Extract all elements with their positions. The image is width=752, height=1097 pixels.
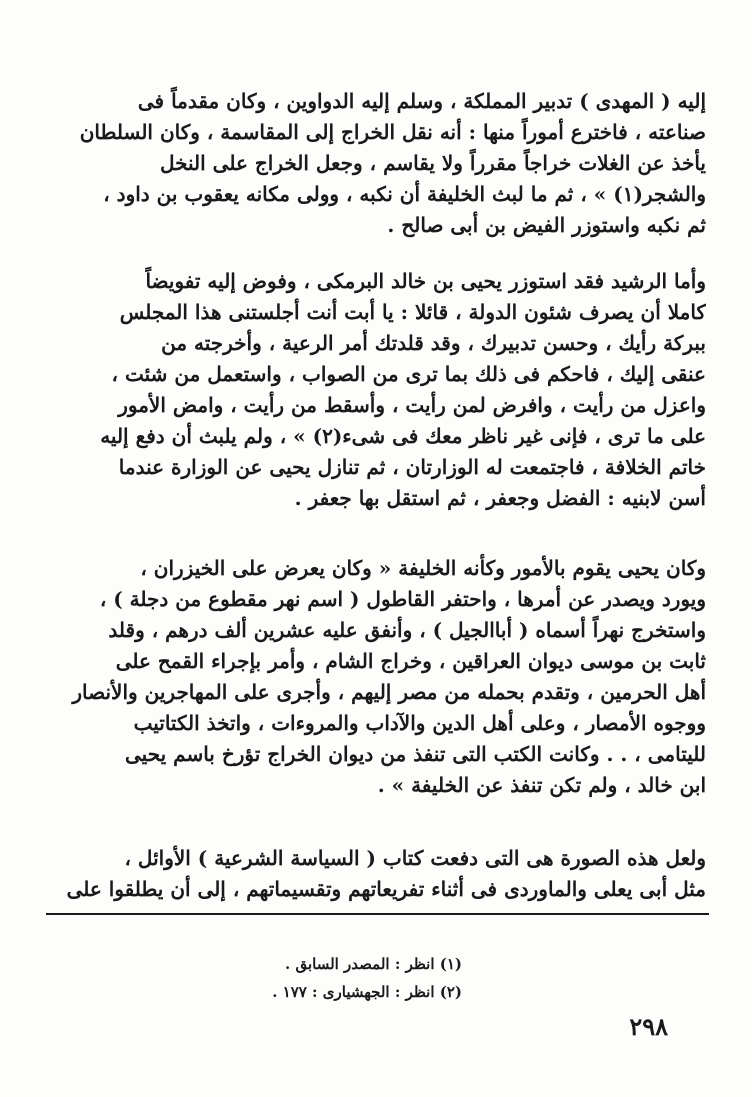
text-line: صناعته ، فاخترع أموراً منها : أنه نقل الخراج إلى المقاسمة ، وكان السلطان [79, 120, 706, 144]
text-line: أهل الحرمين ، وتقدم بحمله من مصر إليهم ، وأجرى على المهاجرين والأنصار [72, 680, 706, 704]
text-line: خاتم الخلافة ، فاجتمعت له الوزارتان ، ثم تنازل يحيى عن الوزارة عندما [118, 455, 706, 479]
footnote-1: (١) انظر : المصدر السابق . [285, 955, 462, 973]
paragraph-3 [52, 553, 706, 801]
paragraph-2 [52, 266, 706, 514]
text-line: ببركة رأيك ، وحسن تدبيرك ، وقد قلدتك أمر الرعية ، وأخرجته من [161, 331, 706, 355]
text-line: مثل أبى يعلى والماوردى فى أثناء تفريعاتهم وتقسيماتهم ، إلى أن يطلقوا على [66, 877, 706, 901]
text-line: ووجوه الأمصار ، وعلى أهل الدين والآداب والمروءات ، واتخذ الكتاتيب [133, 711, 706, 735]
page-number: ٢٩٨ [629, 1012, 668, 1041]
text-line: ولعل هذه الصورة هى التى دفعت كتاب ( السياسة الشرعية ) الأوائل ، [124, 846, 706, 870]
text-line: واستخرج نهراً أسماه ( أباالجيل ) ، وأنفق عليه عشرين ألف درهم ، وقلد [108, 618, 706, 642]
text-line: والشجر(١) » ، ثم ما لبث الخليفة أن نكبه ، وولى مكانه يعقوب بن داود ، [103, 182, 706, 206]
text-line: لليتامى ، . . وكانت الكتب التى تنفذ من ديوان الخراج تؤرخ باسم يحيى [124, 742, 706, 766]
text-line: عنقى إليك ، فاحكم فى ذلك بما ترى من الصواب ، واستعمل من شئت ، [111, 362, 706, 386]
footnote-divider [46, 913, 709, 915]
text-line: إليه ( المهدى ) تدبير المملكة ، وسلم إليه الدواوين ، وكان مقدماً فى [137, 89, 706, 113]
paragraph-4 [52, 843, 706, 905]
text-line: ثابت بن موسى ديوان العراقين ، وخراج الشام ، وأمر بإجراء القمح على [115, 649, 706, 673]
text-line: ابن خالد ، ولم تكن تنفذ عن الخليفة » . [377, 773, 706, 797]
text-line: أسن لابنيه : الفضل وجعفر ، ثم استقل بها جعفر . [294, 486, 706, 510]
text-line: يأخذ عن الغلات خراجاً مقرراً ولا يقاسم ، وجعل الخراج على النخل [159, 151, 706, 175]
text-line: على ما ترى ، فإنى غير ناظر معك فى شىء(٢) » ، ولم يلبث أن دفع إليه [100, 424, 706, 448]
text-line: ويورد ويصدر عن أمرها ، واحتفر القاطول ( اسم نهر مقطوع من دجلة ) ، [99, 587, 706, 611]
text-line: كاملا أن يصرف شئون الدولة ، قائلا : يا أبت أنت أجلستنى هذا المجلس [119, 300, 706, 324]
footnotes [42, 950, 462, 1006]
text-line: ثم نكبه واستوزر الفيض بن أبى صالح . [387, 213, 706, 237]
paragraph-1 [52, 86, 706, 241]
text-line: واعزل من رأيت ، وافرض لمن رأيت ، وأسقط من رأيت ، وامض الأمور [118, 393, 706, 417]
text-line: وكان يحيى يقوم بالأمور وكأنه الخليفة « وكان يعرض على الخيزران ، [140, 556, 706, 580]
text-line: وأما الرشيد فقد استوزر يحيى بن خالد البرمكى ، وفوض إليه تفويضاً [145, 269, 706, 293]
footnote-2: (٢) انظر : الجهشيارى : ١٧٧ . [272, 983, 462, 1001]
